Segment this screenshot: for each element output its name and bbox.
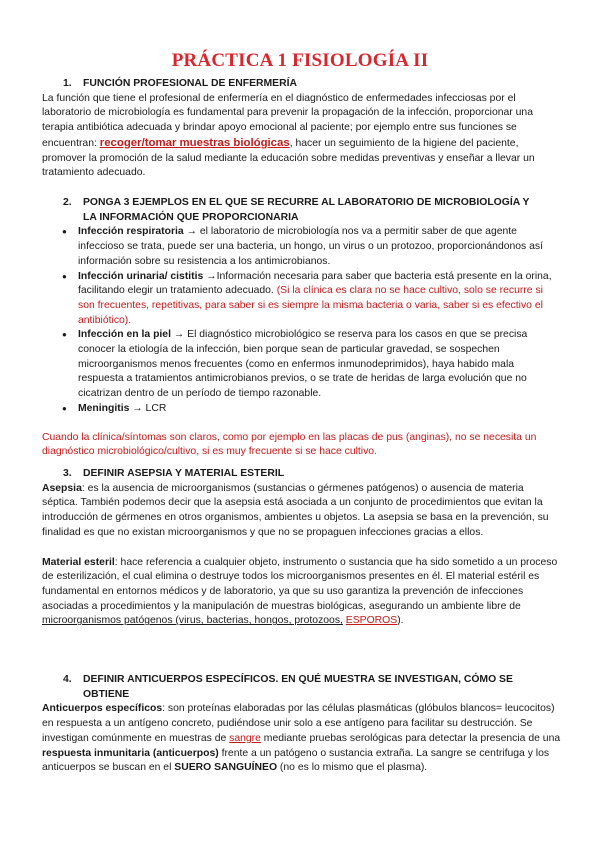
example-text: →Información necesaria para saber que bacteria está presente en la orina, facilitando elegir un tratamiento adecuado. [78, 270, 552, 297]
s1-text-a: La función que tiene el profesional de enfermería en el diagnóstico de enfermedades infecciosas por el laboratorio de microbiología es fundamental para prevenir la propagación de la infección, proporcionar una terapia antibiótica adecuada y brindar apoyo emocional al paciente; por ejemplo entre sus funciones se encuentran: [42, 92, 533, 149]
section-2 [42, 196, 562, 460]
example-term: Meningitis [78, 402, 130, 414]
material-term: Material esteril [42, 556, 115, 568]
asepsia-term: Asepsia [42, 482, 82, 494]
section-4-heading [42, 673, 562, 702]
list-item [42, 270, 562, 329]
section-2-number: 2. [63, 197, 72, 208]
example-term: Infección en la piel [78, 329, 171, 341]
anticuerpos-text-2: mediante pruebas serológicas para detectar la presencia de una [260, 732, 561, 744]
anticuerpos-text-3: frente a un patógeno o sustancia extraña. La sangre se centrifuga y los anticuerpos se buscan en el [42, 747, 550, 774]
section-2-heading [42, 196, 562, 225]
section-2-note: Cuando la clínica/síntomas son claros, como por ejemplo en las placas de pus (anginas), no se necesita un diagnóstico microbiológico/cultivo, si es muy frecuente si se hace cultivo. [42, 431, 537, 458]
section-4 [42, 673, 562, 776]
material-underlined: microorganismos patógenos (virus, bacterias, hongos, protozoos, [42, 615, 343, 627]
list-item [42, 402, 562, 417]
section-4-number: 4. [63, 674, 72, 685]
list-item [42, 225, 562, 269]
sangre-highlight: sangre [229, 732, 261, 744]
respuesta-inmunitaria: respuesta inmunitaria (anticuerpos) [42, 747, 219, 759]
section-3-heading [42, 467, 562, 482]
section-1 [42, 77, 562, 181]
s1-highlight: recoger/tomar muestras biológicas [99, 136, 290, 149]
page-title: PRÁCTICA 1 FISIOLOGÍA II [171, 50, 429, 71]
s1-text-b: , hacer un seguimiento de la higiene del paciente, promover la promoción de la salud mediante la educación sobre medidas preventivas y enseñar a llevar un tratamiento adecuado. [42, 137, 535, 179]
example-text: → LCR [129, 402, 167, 414]
asepsia-text: : es la ausencia de microorganismos (sustancias o gérmenes patógenos) o ausencia de materia séptica. También podemos decir que la asepsia está asociada a un conjunto de procedimientos que evitan la introducción de gérmenes en otros organismos, ambientes u objetos. La asepsia se basa en la prevención, su finalidad es que no existan microorganismos y que no se propaguen infecciones gracias a ellos. [42, 482, 549, 538]
section-1-heading [42, 77, 562, 92]
examples-list [42, 225, 562, 416]
section-1-paragraph [42, 92, 562, 181]
anticuerpos-paragraph [42, 702, 562, 776]
example-red-note: (Si la clínica es clara no se hace cultivo, solo se recurre si son frecuentes, repetitivas, para saber si es siempre la misma bacteria o varia, saber si es efectivo el antibiótico). [78, 285, 543, 326]
list-item [42, 328, 562, 402]
anticuerpos-text-1: : son proteínas elaboradas por las células plasmáticas (glóbulos blancos= leucocitos) en respuesta a un antígeno concreto, pudiéndose unir solo a ese antígeno para facilitar su destrucción. Se investigan comúnmente en muestras de [42, 703, 555, 744]
section-1-number: 1. [63, 78, 72, 89]
section-3-number: 3. [63, 468, 72, 479]
section-4-heading-l1: DEFINIR ANTICUERPOS ESPECÍFICOS. EN QUÉ MUESTRA SE INVESTIGAN, CÓMO SE [83, 674, 513, 685]
material-esporos: ESPOROS [345, 615, 398, 627]
example-text: → el laboratorio de microbiología nos va a permitir saber de que agente infeccioso se trata, puede ser una bacteria, un hongo, un virus o un protozoo, proporcionándonos así información sobre su resistencia a los antimicrobianos. [78, 226, 543, 267]
material-paragraph [42, 556, 562, 630]
material-end: ). [397, 615, 404, 627]
example-term: Infección urinaria/ cistitis [78, 270, 204, 282]
material-text: : hace referencia a cualquier objeto, instrumento o sustancia que ha sido sometido a un proceso de esterilización, el cual elimina o destruye todos los microorganismos presentes en él. El material estéril es fundamental en entornos médicos y de laboratorio, ya que su uso garantiza la prevención de infecciones asociadas a procedimientos y la manipulación de muestras biológicas, asegurando un ambiente libre de [42, 556, 558, 612]
anticuerpos-term: Anticuerpos específicos [42, 703, 163, 715]
asepsia-paragraph [42, 482, 562, 541]
anticuerpos-text-4: (no es lo mismo que el plasma). [277, 762, 428, 774]
section-3 [42, 467, 562, 629]
section-1-heading-text: FUNCIÓN PROFESIONAL DE ENFERMERÍA [83, 78, 297, 89]
section-3-heading-text: DEFINIR ASEPSIA Y MATERIAL ESTERIL [83, 468, 285, 479]
section-2-heading-l2: LA INFORMACIÓN QUE PROPORCIONARIA [83, 211, 299, 223]
section-4-heading-l2: OBTIENE [83, 688, 130, 700]
example-text: → El diagnóstico microbiológico se reserva para los casos en que se precisa conocer la etiología de la infección, bien porque sean de particular gravedad, se sospechen microorganismos menos frecuentes (como en enfermos inmunodeprimidos), haya habido mala respuesta a tratamientos antimicrobianos previos, o se trate de heridas de larga evolución que no cicatrizan dentro de un período de tiempo razonable. [78, 329, 528, 400]
suero-sanguineo: SUERO SANGUÍNEO [174, 762, 278, 774]
example-term: Infección respiratoria [78, 226, 184, 238]
section-2-heading-l1: PONGA 3 EJEMPLOS EN EL QUE SE RECURRE AL LABORATORIO DE MICROBIOLOGÍA Y [83, 197, 530, 208]
